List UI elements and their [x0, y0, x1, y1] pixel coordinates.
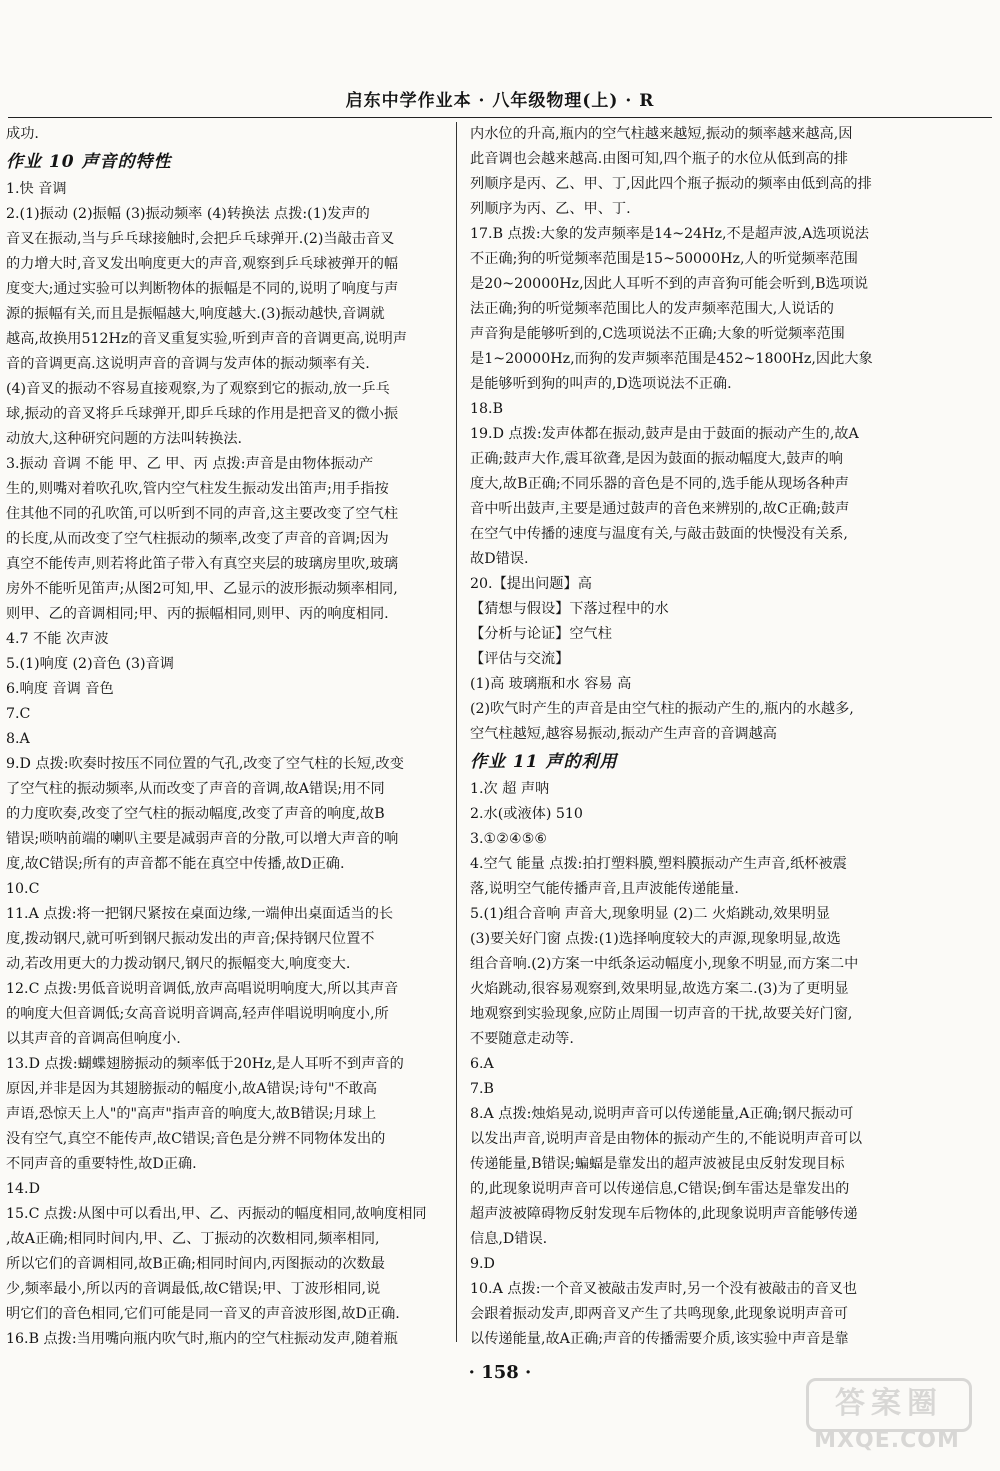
text-line: 【分析与论证】空气柱 [470, 626, 612, 642]
text-line: 在空气中传播的速度与温度有关,与敲击鼓面的快慢没有关系, [470, 526, 848, 542]
text-line: 5.(1)响度 (2)音色 (3)音调 [6, 656, 174, 672]
watermark-logo [792, 1378, 982, 1453]
text-line: 1.快 音调 [6, 181, 67, 197]
text-line: 6.A [470, 1056, 494, 1072]
text-line: 10.C [6, 881, 40, 897]
text-line: 正确;鼓声大作,震耳欲聋,是因为鼓面的振动幅度大,鼓声的响 [470, 451, 843, 467]
text-line: 音叉在振动,当与乒乓球接触时,会把乒乓球弹开.(2)当敲击音叉 [6, 231, 395, 247]
text-line: 会跟着振动发声,即两音叉产生了共鸣现象,此现象说明声音可 [470, 1306, 848, 1322]
text-line: 12.C 点拨:男低音说明音调低,放声高唱说明响度大,所以其声音 [6, 981, 399, 997]
text-line: 6.响度 音调 音色 [6, 681, 114, 697]
text-line: 内水位的升高,瓶内的空气柱越来越短,振动的频率越来越高,因 [470, 126, 853, 142]
text-line: 11.A 点拨:将一把钢尺紧按在桌面边缘,一端伸出桌面适当的长 [6, 906, 394, 922]
watermark-url: MXQE.COM [814, 1428, 960, 1453]
text-line: 此音调也会越来越高.由图可知,四个瓶子的水位从低到高的排 [470, 151, 848, 167]
text-line: 14.D [6, 1181, 40, 1197]
text-line: 20.【提出问题】高 [470, 576, 592, 592]
text-line: 不同声音的重要特性,故D正确. [6, 1156, 197, 1172]
text-line: 16.B 点拨:当用嘴向瓶内吹气时,瓶内的空气柱振动发声,随着瓶 [6, 1331, 398, 1347]
text-line: 列顺序是丙、乙、甲、丁,因此四个瓶子振动的频率由低到高的排 [470, 176, 872, 192]
watermark-seal: 答案圈 [806, 1378, 972, 1432]
text-line: (2)吹气时产生的声音是由空气柱的振动产生的,瓶内的水越多, [470, 701, 854, 717]
text-line: 的力度吹奏,改变了空气柱的振动幅度,改变了声音的响度,故B [6, 806, 385, 822]
text-line: 地观察到实验现象,应防止周围一切声音的干扰,故要关好门窗, [470, 1006, 853, 1022]
column-divider [456, 122, 457, 1342]
text-line: 4.空气 能量 点拨:拍打塑料膜,塑料膜振动产生声音,纸杯被震 [470, 856, 847, 872]
page-header: 启东中学作业本 · 八年级物理(上) · R [345, 91, 655, 111]
text-line: 错误;唢呐前端的喇叭主要是减弱声音的分散,可以增大声音的响 [6, 831, 399, 847]
text-line: 信息,D错误. [470, 1231, 548, 1247]
text-line: 落,说明空气能传播声音,且声波能传递能量. [470, 881, 739, 897]
text-line: 原因,并非是因为其翅膀振动的幅度小,故A错误;诗句"不敢高 [6, 1081, 378, 1097]
text-line: 度大,故B正确;不同乐器的音色是不同的,选手能从现场各种声 [470, 476, 849, 492]
text-line: 不要随意走动等. [470, 1031, 574, 1047]
text-line: 传递能量,B错误;蝙蝠是靠发出的超声波被昆虫反射发现目标 [470, 1156, 845, 1172]
text-line: 的力增大时,音叉发出响度更大的声音,观察到乒乓球被弹开的幅 [6, 256, 399, 272]
text-line: 越高,故换用512Hz的音叉重复实验,听到声音的音调更高,说明声 [6, 331, 407, 347]
text-line: 13.D 点拨:蝴蝶翅膀振动的频率低于20Hz,是人耳听不到声音的 [6, 1056, 404, 1072]
text-line: 【评估与交流】 [470, 651, 570, 667]
text-line: 度变大;通过实验可以判断物体的振幅是不同的,说明了响度与声 [6, 281, 399, 297]
text-line: 9.D 点拨:吹奏时按压不同位置的气孔,改变了空气柱的长短,改变 [6, 756, 404, 772]
section-title: 作业 11 声的利用 [470, 752, 618, 772]
text-line: 【猜想与假设】下落过程中的水 [470, 601, 669, 617]
text-line: 的响度大但音调低;女高音说明音调高,轻声伴唱说明响度小,所 [6, 1006, 389, 1022]
text-line: 4.7 不能 次声波 [6, 631, 109, 647]
text-line: 火焰跳动,很容易观察到,效果明显,故选方案二.(3)为了更明显 [470, 981, 849, 997]
text-line: 真空不能传声,则若将此笛子带入有真空夹层的玻璃房里吹,玻璃 [6, 556, 399, 572]
section-title: 作业 10 声音的特性 [6, 152, 172, 172]
text-line: 2.水(或液体) 510 [470, 806, 583, 822]
text-line: ,故A正确;相同时间内,甲、乙、丁振动的次数相同,频率相同, [6, 1231, 380, 1247]
text-line: 是20~20000Hz,因此人耳听不到的声音狗可能会听到,B选项说 [470, 276, 869, 292]
text-line: 以其声音的音调高但响度小. [6, 1031, 181, 1047]
text-line: 声语,恐惊天上人"的"高声"指声音的响度大,故B错误;月球上 [6, 1106, 377, 1122]
text-line: 2.(1)振动 (2)振幅 (3)振动频率 (4)转换法 点拨:(1)发声的 [6, 206, 370, 222]
text-line: 以传递能量,故A正确;声音的传播需要介质,该实验中声音是靠 [470, 1331, 849, 1347]
text-line: 动,若改用更大的力拨动钢尺,钢尺的振幅变大,响度变大. [6, 956, 351, 972]
text-line: 少,频率最小,所以丙的音调最低,故C错误;甲、丁波形相同,说 [6, 1281, 381, 1297]
text-line: 15.C 点拨:从图中可以看出,甲、乙、丙振动的幅度相同,故响度相同 [6, 1206, 427, 1222]
text-line: 则甲、乙的音调相同;甲、丙的振幅相同,则甲、丙的响度相同. [6, 606, 389, 622]
text-line: 组合音响.(2)方案一中纸条运动幅度小,现象不明显,而方案二中 [470, 956, 859, 972]
text-line: 1.次 超 声呐 [470, 781, 550, 797]
header-rule [8, 117, 992, 118]
text-line: 3.①②④⑤⑥ [470, 831, 548, 847]
text-line: 8.A [6, 731, 30, 747]
text-line: 球,振动的音叉将乒乓球弹开,即乒乓球的作用是把音叉的微小振 [6, 406, 399, 422]
text-line: 住其他不同的孔吹笛,可以听到不同的声音,这主要改变了空气柱 [6, 506, 399, 522]
text-line: 超声波被障碍物反射发现车后物体的,此现象说明声音能够传递 [470, 1206, 858, 1222]
text-line: 3.振动 音调 不能 甲、乙 甲、丙 点拨:声音是由物体振动产 [6, 456, 374, 472]
text-line: 9.D [470, 1256, 495, 1272]
text-line: 7.C [6, 706, 31, 722]
text-line: 不正确;狗的听觉频率范围是15~50000Hz,人的听觉频率范围 [470, 251, 858, 267]
text-line: 以发出声音,说明声音是由物体的振动产生的,不能说明声音可以 [470, 1131, 863, 1147]
text-line: 源的振幅有关,而且是振幅越大,响度越大.(3)振动越快,音调就 [6, 306, 385, 322]
text-line: 了空气柱的振动频率,从而改变了声音的音调,故A错误;用不同 [6, 781, 385, 797]
text-line: 成功. [6, 126, 39, 142]
right-column [470, 122, 967, 1349]
text-line: 音的音调更高.这说明声音的音调与发声体的振动频率有关. [6, 356, 370, 372]
text-line: 房外不能听见笛声;从图2可知,甲、乙显示的波形振动频率相同, [6, 581, 398, 597]
text-line: 所以它们的音调相同,故B正确;相同时间内,丙图振动的次数最 [6, 1256, 385, 1272]
text-line: 动放大,这种研究问题的方法叫转换法. [6, 431, 243, 447]
text-line: (3)要关好门窗 点拨:(1)选择响度较大的声源,现象明显,故选 [470, 931, 841, 947]
text-line: 没有空气,真空不能传声,故C错误;音色是分辨不同物体发出的 [6, 1131, 386, 1147]
text-line: (1)高 玻璃瓶和水 容易 高 [470, 676, 632, 692]
text-line: 10.A 点拨:一个音叉被敲击发声时,另一个没有被敲击的音叉也 [470, 1281, 858, 1297]
text-line: 度,拨动钢尺,就可听到钢尺振动发出的声音;保持钢尺位置不 [6, 931, 375, 947]
text-line: 度,故C错误;所有的声音都不能在真空中传播,故D正确. [6, 856, 345, 872]
text-line: 是1~20000Hz,而狗的发声频率范围是452~1800Hz,因此大象 [470, 351, 873, 367]
text-line: 的长度,从而改变了空气柱振动的频率,改变了声音的音调;因为 [6, 531, 389, 547]
text-line: 明它们的音色相同,它们可能是同一音叉的声音波形图,故D正确. [6, 1306, 400, 1322]
text-line: 法正确;狗的听觉频率范围比人的发声频率范围大,人说话的 [470, 301, 834, 317]
text-line: 7.B [470, 1081, 494, 1097]
text-line: 生的,则嘴对着吹孔吹,管内空气柱发生振动发出笛声;用手指按 [6, 481, 389, 497]
text-line: 19.D 点拨:发声体都在振动,鼓声是由于鼓面的振动产生的,故A [470, 426, 859, 442]
left-column [6, 122, 446, 1349]
text-line: 的,此现象说明声音可以传递信息,C错误;倒车雷达是靠发出的 [470, 1181, 850, 1197]
text-line: (4)音叉的振动不容易直接观察,为了观察到它的振动,放一乒乓 [6, 381, 390, 397]
text-line: 17.B 点拨:大象的发声频率是14~24Hz,不是超声波,A选项说法 [470, 226, 869, 242]
text-line: 是能够听到狗的叫声的,D选项说法不正确. [470, 376, 732, 392]
text-line: 列顺序为丙、乙、甲、丁. [470, 201, 631, 217]
page-number: · 158 · [468, 1362, 532, 1383]
text-line: 音中听出鼓声,主要是通过鼓声的音色来辨别的,故C正确;鼓声 [470, 501, 850, 517]
text-line: 5.(1)组合音响 声音大,现象明显 (2)二 火焰跳动,效果明显 [470, 906, 831, 922]
text-line: 空气柱越短,越容易振动,振动产生声音的音调越高 [470, 726, 777, 742]
text-line: 8.A 点拨:烛焰晃动,说明声音可以传递能量,A正确;钢尺振动可 [470, 1106, 854, 1122]
text-line: 故D错误. [470, 551, 529, 567]
text-line: 18.B [470, 401, 503, 417]
text-line: 声音狗是能够听到的,C选项说法不正确;大象的听觉频率范围 [470, 326, 845, 342]
